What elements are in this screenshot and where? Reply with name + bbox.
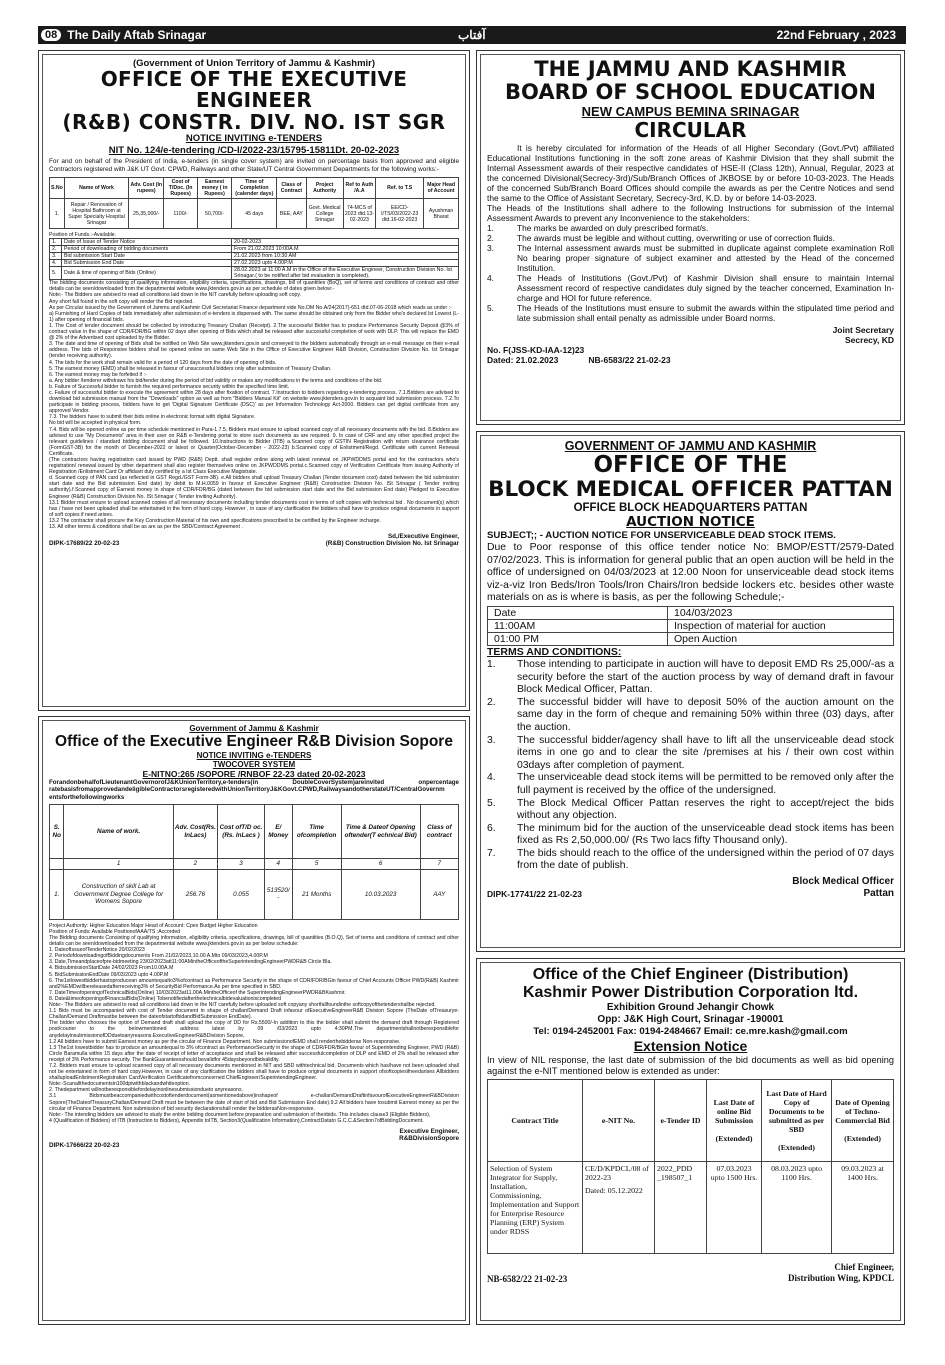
col-opening: Date of Opening of Techno-Commercial Bid (Extended) (832, 1080, 894, 1162)
auction-body: Due to Poor response of this office tender notice No: BMOP/ESTT/2579-Dated 07/02/2023. This is information for general public that an open auction will be held in the office of undersigned on 04/03/2023 at 12.00 Noon for unserviceable dead stock items viz-a-viz Iron Beds/Iron Tools/Iron Chairs/Iron bedside lockers etc. besides other waste materials on as is where is basis, as per the following Schedule;- (487, 542, 894, 604)
instruction-item (487, 273, 894, 303)
ad-rnb-division-sopore (38, 716, 470, 1325)
terms-paragraph: 7.3. The bidders have to submit their bids online in electronic format with digital Signature. (49, 414, 256, 421)
instruction-number: 5. (487, 303, 494, 313)
schedule-cell: 2. (50, 246, 62, 253)
auction-schedule-cell: Open Auction (668, 632, 894, 645)
schedule-cell: 27.02.2023 upto 4.00P.M (232, 260, 459, 267)
terms-paragraph: 3.1 Bidsmustbeaccompaniedwithcostoftenderdocument(asmentionedabove)inshapeof e-challan/DemandDraftinfavourofExecutiveEngineerR&BDivision Sopore(TheDateofTreasuryChallan/Demand Draft must be between the date of start of bid and Bid Submission End date).9.2 All bidders have tosubmit Earnest money as per the circular of Finance Department. Non submission of bid security declarationshall render the bidderasNon-responsive. (49, 1093, 459, 1112)
ad-kpdcl-extension (476, 958, 905, 1325)
terms-paragraph: No bid will be accepted in physical form. (49, 420, 142, 427)
ad-jkbose-circular (476, 50, 905, 425)
instruction-number: 2. (487, 233, 494, 243)
col-etender-id: e-Tender ID (655, 1080, 707, 1162)
terms-paragraph: b. Failure of Successful bidder to furnish the required performance security within the specified time limit. (49, 383, 290, 390)
signatory-1: Block Medical Officer (792, 876, 894, 888)
instruction-number: 4. (487, 273, 494, 283)
address-line-1: Exhibition Ground Jehangir Chowk (606, 1002, 775, 1013)
issue-date: 22nd February , 2023 (776, 28, 896, 42)
term-item (487, 735, 894, 773)
page-number: 08 (41, 29, 61, 41)
table-header-cell: Ref to Auth /A.A (343, 178, 375, 199)
table-number-cell (50, 859, 64, 870)
table-cell: Ayushman Bharat (424, 199, 459, 229)
term-number: 1. (487, 658, 496, 670)
instruction-item (487, 223, 894, 233)
project-authority: Project Authority: Higher Education Major Head of Account: Cpex Budget Higher Education (49, 922, 258, 929)
extension-body: In view of NIL response, the last date of submission of the bid documents as well as bid opening against the e-NIT mentioned below is extended as under: (487, 1055, 894, 1076)
newspaper-name: The Daily Aftab Srinagar (67, 28, 207, 42)
nit-number: NIT No. 124/e-tendering /CD-I/2022-23/15795-15811Dt. 20-02-2023 (108, 145, 400, 156)
cell-online-bid: 07.03.2023 upto 1500 Hrs. (707, 1162, 762, 1254)
terms-paragraph: 1.2 All bidders have to submit Earnest money as per the circular of Finance Department. Non submissionofEMD shall renderthebidderas Non-responsive. (49, 1038, 401, 1045)
col-hard-copy: Last Date of Hard Copy of Documents to be submitted as per SBD (Extended) (762, 1080, 832, 1162)
table-header-cell: S.No (50, 178, 65, 199)
funds-position: Position of Funds.:-Available. (49, 232, 117, 239)
instruction-text: The marks be awarded on duly prescribed format/s. (517, 223, 709, 233)
board-title-1: THE JAMMU AND KASHMIR (534, 57, 847, 81)
schedule-cell: From 21.02.2023 10:00A.M (232, 246, 459, 253)
cell-enit-no: CE/D/KPDCL/08 of 2022-23 Dated: 05.12.2022 (583, 1162, 655, 1254)
instruction-text: The Internal assessment awards must be submitted in duplicate against complete examination Roll No bearing proper signature of subject examiner and attested by the Head of the concerned Institution. (517, 243, 894, 273)
terms-paragraph: 1. DateofIssueofTenderNotice 20/02/2023 (49, 947, 145, 954)
cell-etender-id: 2022_PDD _198507_1 (655, 1162, 707, 1254)
gov-line: GOVERNMENT OF JAMMU AND KASHMIR (564, 439, 817, 453)
table-cell: Govt. Medical College Srinagar (306, 199, 343, 229)
instructions-list (487, 223, 894, 323)
reference-number: No. F(JSS-KD-IAA-12)23 (487, 345, 585, 355)
terms-paragraph: 4. The bids for the work shall remain valid for a period of 120 days from the date of opening of bids. (49, 359, 277, 366)
table-header-cell: Class of Contract (277, 178, 306, 199)
instruction-number: 3. (487, 243, 494, 253)
ad-rnb-constr-div-sgr (38, 50, 470, 711)
term-number: 6. (487, 822, 496, 834)
term-number: 4. (487, 772, 496, 784)
table-header-cell: Cost ofT/D oc.(Rs. InLacs ) (218, 805, 265, 859)
office-title-1: Office of the Chief Engineer (Distribution) (532, 966, 849, 983)
gov-line: (Government of Union Territory of Jammu & Kashmir) (132, 58, 376, 69)
campus-name: NEW CAMPUS BEMINA SRINAGAR (581, 104, 800, 119)
dipk-number: DIPK-17741/22 21-02-23 (487, 889, 582, 900)
contact-line: Tel: 0194-2452001 Fax: 0194-2484667 Email: ce.mre.kash@gmail.com (533, 1026, 848, 1037)
terms-paragraph: 13. All other terms & conditions shall be as are as per the SBD/Contract Agreement . (49, 524, 243, 531)
table-header-cell: Adv. Cost(Rs. InLacs) (173, 805, 217, 859)
terms-paragraph: 1.1 Bids must be accompanied with cost of Tender document in shape of challan/Demand Draft infavour ofExecutiveEngineerR&B Division Sopore (TheDate ofTreasurye-Challan/Demand Draftmustbe between the dateofstartofbidandBidSubmission EndDate). (49, 1008, 459, 1021)
table-header-cell: Name of work. (64, 805, 173, 859)
terms-paragraph: 3. The date and time of opening of Bids shall be notified on Web Site www.jktenders.gov.in and conveyed to the bidders automatically through an e-mail message on their e-mail address. The bids of Responsive bidders shall be opened online on same Web Site in the Office of Executive Engineer R&B Division, Construction Division No. Ist Srinagar (tender receiving authority). (49, 341, 459, 360)
subject-line: SUBJECT;; - AUCTION NOTICE FOR UNSERVICEABLE DEAD STOCK ITEMS. (487, 530, 836, 541)
terms-list (487, 659, 894, 873)
table-cell: 45 days (232, 199, 277, 229)
works-table (49, 177, 459, 229)
auction-schedule-cell: 11:00AM (488, 619, 668, 632)
terms-paragraph: 6. The earnest money may be forfeited if :- (49, 371, 147, 378)
nb-number: NB-6583/22 21-02-23 (588, 355, 671, 365)
terms-paragraph: 7. DateTimeofopeningofTechnicalBids(Online) 10/03/2023at11.00A.MintheOfficeof the SuperintendingEngineerPWDR&BKashmir. (49, 989, 346, 996)
schedule-cell: 5. (50, 267, 62, 280)
schedule-table (49, 238, 459, 280)
schedule-cell: Date of Issue of Tender Notice (62, 239, 232, 246)
term-number: 5. (487, 797, 496, 809)
terms-paragraph: Note:-Scanallthedocumentsin100dpiwithblackandwhiteoption. (49, 1081, 191, 1088)
term-number: 3. (487, 734, 496, 746)
table-cell: 256.76 (173, 869, 217, 919)
office-title-1: OFFICE OF THE (593, 452, 788, 478)
instruction-item (487, 303, 894, 323)
col-contract-title: Contract Title (488, 1080, 583, 1162)
circular-heading: CIRCULAR (634, 118, 747, 142)
terms-paragraph: 13.1 Bidder must ensure to upload scanned copies of all necessary documents including tender documents cost in terms of soft copies with technical bid . No document(s) which has / have not been uploaded shall be entertained in the form of hard copy. However , in case of any clarification the bidders shall have to produce original documents in support of soft copies if need arises. (49, 499, 459, 518)
auction-schedule-table (487, 606, 894, 646)
terms-body (49, 280, 459, 530)
table-cell: 25,35,000/- (129, 199, 164, 229)
terms-paragraph: 2. PeriodofdownloadingofBiddingdocuments From 21/02/2023,10.00 A.Mto 09/03/2023,4.00P.M (49, 953, 268, 960)
table-header-cell: E/ Money (264, 805, 292, 859)
nit-number: E-NITNO:265 /SOPORE /RNBOF 22-23 dated 20-02-2023 (142, 769, 366, 779)
table-cell: 0.055 (218, 869, 265, 919)
terms-paragraph: 1. The Cost of tender document should be collected by introducing Treasury Challan (Receipt). 2.The successful Bidder has to produce Performance Security Deposit @3% of contract value in the shape of CDR/FDR/BG within 02 days after opening of Bids which shall be released after successful completion of work with DLP. This will replace the EMD @ 2% of the Advertised cost uploaded by the Bidder. (49, 322, 459, 342)
col-enit-no: e-NIT No. (583, 1080, 655, 1162)
extension-table (487, 1079, 894, 1254)
terms-paragraph: 1.3 The1st lowestbidder has to produce an amountequal to 3% ofcontract as PerformanceSecurity in the shape of CDR/FDR/BGin favour of Superintending Engineer, PWD (R&B) Circle Baramulla within 15 days after the date of receipt of letter of acceptance and shall be released after successfulcompletion of DLP and EMD of 2% shall be released after receipt of 3% Performance security. The BankGuaranteesshould bevalidfor 45daysbeyondbidvalidity. (49, 1044, 459, 1063)
terms-paragraph: 7.2. Bidders must ensure to upload scanned copy of all necessary documents mentioned in NIT and SBD withtechnical bid. Documents which has/have not been uploaded shall not be entertained in form of hard copy.However, in case of any clarification the bidders shall have to produce original documents in support ofsoftcopiesifneedarises Allbidders shalluploadEnlistmentRegistration CardVerification Certificatefromconcerned ChiefEngineer/SuperintendingEngineer. (49, 1062, 459, 1082)
cover-system: TWOCOVER SYSTEM (212, 760, 296, 769)
term-number: 2. (487, 696, 496, 708)
terms-paragraph: 4. BidsubmissionStartDate 24/02/2023 From10.00A.M (49, 965, 174, 972)
term-text: The successful bidder/agency shall have to lift all the unserviceable dead stock items in one go and to clear the site /premises at his / their own cost within 03days after completion of payment. (517, 734, 894, 771)
headquarters-line: OFFICE BLOCK HEADQUARTERS PATTAN (573, 502, 808, 514)
schedule-cell: Bid submission Start Date (62, 253, 232, 260)
table-number-cell: 2 (173, 859, 217, 870)
table-header-cell: Adv. Cost (In rupees) (129, 178, 164, 199)
auction-schedule-row (488, 619, 894, 632)
cell-opening: 09.03.2023 at 1400 Hrs. (832, 1162, 894, 1254)
auction-schedule-cell: 01:00 PM (488, 632, 668, 645)
signatory-1: Chief Engineer, (834, 1262, 894, 1272)
signatory-1: Sd,/Executive Engineer, (387, 533, 459, 541)
term-text: The Block Medical Officer Pattan reserves the right to accept/reject the bids without any objection. (517, 797, 894, 822)
masthead (38, 26, 906, 44)
intro-text: For and on behalf of the President of India, e-tenders (in single cover system) are invited on percentage basis from approved and eligible Contractors registered with J&K UT Govt. CPWD, Railways and other State/UT Central Government Departments for the following works:- (49, 158, 459, 173)
term-item (487, 848, 894, 873)
term-text: The unserviceable dead stock items will be permitted to be removed only after the full payment is received by the office of the undersigned. (517, 772, 894, 796)
table-cell: Construction of skill Lab at Government Degree College for Womens Sopore (64, 869, 173, 919)
schedule-cell: 28.02.2023 at 11:00 A.M in the Office of the Executive Engineer, Construction Division No. Ist Srinagar.( to be notified after bid evaluation is completed). (232, 267, 459, 280)
terms-paragraph: Note:- The intending bidders are advised to study the entire bidding document before preparation and submission of theirbids. This includes clause3 (Eligible Bidders), (49, 1111, 431, 1118)
term-text: The successful bidder will have to deposit 50% of the auction amount on the same day in the form of cheque and remaining 50% within three (03) days, after the auction. (517, 696, 894, 733)
auction-schedule-row (488, 632, 894, 645)
newspaper-logo: آفتاب (458, 28, 486, 42)
term-item (487, 772, 894, 797)
cell-hard-copy: 08.03.2023 upto 1100 Hrs. (762, 1162, 832, 1254)
table-header-cell: Time of Completion (calender days) (232, 178, 277, 199)
table-number-cell: 1 (64, 859, 173, 870)
table-header-cell: Ref. to T.S (376, 178, 424, 199)
office-title-2: BLOCK MEDICAL OFFICER PATTAN (488, 477, 893, 502)
table-header-cell: Major Head of Account (424, 178, 459, 199)
schedule-cell: Bid Submission End Date (62, 260, 232, 267)
term-text: The bids should reach to the office of the undersigned within the period of 07 days from the date of publish. (517, 847, 895, 872)
table-number-cell: 4 (264, 859, 292, 870)
notice-heading: NOTICE INVITING e-TENDERS (196, 751, 312, 760)
gov-line: Government of Jammu & Kashmir (189, 724, 319, 733)
table-cell: Repair / Renovation of Hospital Bathroom at Super Specialty Hospital Srinagar (64, 199, 128, 229)
term-item (487, 659, 894, 697)
table-cell: 1100/- (164, 199, 198, 229)
table-cell: 1. (50, 199, 65, 229)
schedule-cell: Period of downloading of bidding documents (62, 246, 232, 253)
auction-notice-heading: AUCTION NOTICE (626, 514, 755, 530)
table-cell: 50,700/- (197, 199, 231, 229)
term-text: The minimum bid for the auction of the unserviceable dead stock items has been fixed as Rs 2,50,000.00/ (Rs Two lacs fifty Thousand only). (517, 822, 894, 847)
terms-paragraph: 13.2 The contractor shall procure the Key Construction Material of his own and specifications prescribed to be certified by the Engineer incharge. (49, 517, 381, 524)
terms-paragraph: 5. BidSubmissionEndDate 09/03/2023 upto 4.00P.M (49, 971, 169, 978)
terms-paragraph: (The contractors having registration card issued by PWD (R&B) Deptt. shall register online along with latest renewal on JKPWDDMS portal and for the contractors who's registration/ renewal issued by other department shall also register themselves online on JKPWDDMS portal.c.Scanned copy of Verification Certificate from issuing Authority of Registration /Enlistment Card Or affidavit duly certified by a Ist Class Executive Magistrate. (49, 457, 459, 476)
terms-paragraph: a. Any bidder /tenderer withdraws his bid/tender during the period of bid validity or makes any modifications in the terms and conditions of the bid. (49, 377, 383, 384)
terms-paragraph: a) Furnishing of Hard Copies of bids immediately after submission of e-tenders is dispensed with. The same should be obtained only from the Bidder who's declared lst Lowest (L-1) after opening of financial bids. (49, 310, 459, 323)
col-online-bid: Last Date of online Bid Submission (Extended) (707, 1080, 762, 1162)
table-header-cell: Earnest money ( in Rupees) (197, 178, 231, 199)
terms-paragraph: Note:- The Bidders are advised to read all conditions laid down in the NIT carefully before uploading soft copy. (49, 292, 302, 299)
term-number: 7. (487, 847, 496, 859)
office-title-2: (R&B) CONSTR. DIV. NO. IST SGR (62, 110, 446, 134)
schedule-row (50, 246, 459, 253)
schedule-row (50, 267, 459, 280)
schedule-row (50, 260, 459, 267)
terms-paragraph: 6. The1stlowestbidderhastoproducean amountequalto3%ofcontract as Performance Security in the shape of CDR/FDR/BGin favour of Chief Accounts Officer PWD(R&B) Kashmir and2%EMDwillbereleasedafterreceiving3% of SecurityBid Performance.As per time specified in SBD. (49, 977, 459, 990)
signatory-2: Pattan (863, 888, 894, 900)
auction-schedule-cell: Date (488, 606, 668, 619)
extension-notice-heading: Extension Notice (633, 1038, 748, 1054)
notice-heading: NOTICE INVITING e-TENDERS (185, 133, 323, 144)
address-line-2: Opp: J&K High Court, Srinagar -190001 (597, 1014, 784, 1025)
terms-paragraph: 7.4. Bids will be opened online as per time schedule mentioned in Para-1.7.5. Bidders must ensure to upload scanned copy of all necessary documents with the bid. 8.Bidders are advised to use "My Documents" area in their user on R&B e-Tendering portal to store such documents as are required. 9. In case of CRF and any other specified project the relevant guidelines / standard bidding document shall be followed. 10.Instructions to Bidder (ITB) a.Scanned copy of GSTIN Registration with return clearance certificate (FormGST-3B) for the month of December-2022 or latest or Quarter(October-December - 2022-23) b.Scanned copy of Enlistment/Regd. Certificate with current Renewal Certificate. (49, 426, 459, 457)
table-header-cell: Name of Work (64, 178, 128, 199)
schedule-cell: 3. (50, 253, 62, 260)
terms-paragraph: 3. Date,Timeandplaceofpre-bidmeeting 23/02/2023att11:00AMintheOfficeoftheSuperintendingEngineerPWDR&B Circle Bla. (49, 959, 332, 966)
terms-paragraph: 8. Date&timeofopeningofFinancialBids(Online) Tobenotifiedafterthetechnicalbidevaluationiscompleted (49, 995, 282, 1002)
table-number-cell: 6 (341, 859, 420, 870)
instruction-item (487, 243, 894, 273)
instruction-item (487, 233, 894, 243)
auction-schedule-cell: 104/03/2023 (668, 606, 894, 619)
schedule-cell: 20-02-2023 (232, 239, 459, 246)
table-cell: 21 Months (292, 869, 341, 919)
dipk-number: DIPK-17666/22 20-02-23 (49, 1141, 120, 1149)
terms-paragraph: The bidding documents consisting of qualifying information, eligibility criteria, specifications, drawings, bill of quantities (BoQ), set of terms and conditions of contract and other details can be seen/downloaded from the departmental website www.jktenders.gov.in as per schedule of dates given below:- (49, 280, 459, 293)
instruction-number: 1. (487, 223, 494, 233)
table-header-cell: Project Authority (306, 178, 343, 199)
circular-date: Dated: 21.02.2023 (487, 355, 559, 365)
table-cell: 513520/ - (264, 869, 292, 919)
cell-contract-title: Selection of System Integrator for Supply, Installation, Commissioning, Implementation and Support for Enterprise Resource Planning (ERP) System under RDSS (488, 1162, 583, 1254)
terms-paragraph: 2. Thedepartment willnotberesponsiblefordelayinonlinesubmissiondueto anyreasons. (49, 1087, 243, 1094)
signatory-2: Distribution Wing, KPDCL (788, 1273, 894, 1283)
terms-paragraph: As per Circular issued by the Government of Jammu and Kashmir Civil Secretariat Finance department vide No.OM No.A/24(2017)-651 dtd.07-06-2018 which reads as under :- (49, 304, 452, 311)
term-item (487, 798, 894, 823)
table-cell: 74-MCS of 2023 dtd.13-02-2023 (343, 199, 375, 229)
terms-paragraph: d. Scanned copy of PAN card (as reflected in GST Regd./GST Form-3B). e.All bidders shall upload Treasury Challan (Tender document cost) dated between the bid submission start date and the Bid submission End date) by debit to M.H.0059 in favour of Executive Engineer (R&B) Construction Division No. ISt Srinagar ( Tender inviting authority).f.Scanned copy of Earnest money in shape of CDR/FDR/BG (dated between the bid submission start date and the Bid submission End date) Pledged to Executive Engineer (R&B) Construction Division No. ISt Srinagar ( Tender Inviting Authority). (49, 475, 459, 500)
dipk-number: DIPK-17689/22 20-02-23 (49, 540, 120, 548)
term-text: Those intending to participate in auction will have to deposit EMD Rs 25,000/-as a security before the start of the auction process by way of demand draft in favour Block Medical Officer, Pattan. (517, 658, 894, 696)
table-header-cell: S. No (50, 805, 64, 859)
schedule-cell: 1. (50, 239, 62, 246)
table-number-cell: 7 (420, 859, 458, 870)
table-header-cell: Class of contract (420, 805, 458, 859)
table-header-cell: Time & Dateof Opening oftender(T echnical Bid) (341, 805, 420, 859)
instructions-lead: The Heads of the Institutions shall adhere to the following Instructions for submission of the Internal Assessment Awards to prevent any Inconvenience to the stakeholders: (487, 203, 894, 223)
table-cell: 1. (50, 869, 64, 919)
terms-paragraph: Note:- The Bidders are advised to read all conditions laid down in the NIT carefully before uploaded soft copyany shortfallfoundinthe softcopyofthetendershallbe rejected. (49, 1002, 436, 1009)
instruction-text: The awards must be legible and without cutting, overwriting or use of correction fluids. (517, 233, 835, 243)
terms-paragraph: c. Failure of successful bidder to execute the agreement within 28 days after fixation of contract. 7.Instruction to bidders regarding e-tendering process. 7.1.Bidders are advised to download bid submission manual from the "Downloads" option as well as from "Bidders Manual Kit" on website www.jktenders.gov.in to acquaint bid submission process. 7.2.To participate in bidding process, bidders have to get 'Digital Signature Certificate (DSC)' as per Information Technology Act-2000. Bidders can get digital certificate from any approved Vendor. (49, 389, 459, 415)
terms-paragraph: 4 (Qualification of Bidders) of ITB (Instruction to Bidders), Appendix toITB, Section3(Qualification Information),ContractDatato G.C.C.&Section7ofBiddingDocument. (49, 1117, 424, 1124)
table-header-cell: Cost of T/Doc. (In Rupees) (164, 178, 198, 199)
signatory-2: (R&B) Construction Division No. Ist Srinagar (325, 540, 459, 548)
auction-schedule-cell: Inspection of material for auction (668, 619, 894, 632)
term-item (487, 697, 894, 735)
board-title-2: BOARD OF SCHOOL EDUCATION (505, 80, 876, 104)
schedule-cell: Date & time of opening of Bids (Online) (62, 267, 232, 280)
terms-body (49, 935, 459, 1124)
signatory-1: Joint Secretary (832, 325, 894, 335)
table-number-cell: 3 (218, 859, 265, 870)
office-title-1: OFFICE OF THE EXECUTIVE ENGINEER (100, 67, 408, 112)
terms-paragraph: Any short fall found in the soft copy will render the Bid rejected. (49, 298, 194, 305)
signatory-2: Secrecy, KD (845, 335, 894, 345)
signatory-1: Executive Engineer, (399, 1127, 459, 1135)
funds-position: Position of Funds: Available PositionofAAA/TS :Accorded (49, 928, 181, 935)
terms-paragraph: The bidder who chooses the option of Demand draft shall upload the copy of DD for Rs.5500/-In addition to this the bidder shall submit the demand draft through Registered post/courier to the belowmentioned address latest by 09 /03/2023 upto 4:30PM.The departmentshallnotberesponsiblefor anydelayinsubmissionofDDduetoanyreasons.ExecutiveEngineerR&BDivision Sopore, (49, 1020, 459, 1039)
terms-paragraph: The Bidding documents Consisting of qualifying information, eligibility criteria, specifications, drawings, bill of quantities (B.O.Q), Set of terms and conditions of contract and other details can be seen/downloaded from the departmental website www.jktenders.gov.in as per below schedule: (49, 935, 459, 948)
ad-bmo-pattan-auction (476, 431, 905, 952)
office-title: Office of the Executive Engineer R&B Division Sopore (55, 733, 453, 750)
table-cell: AAY (420, 869, 458, 919)
schedule-row (50, 253, 459, 260)
terms-paragraph: 5. The earnest money (EMD) shall be released in favour of unsuccessful bidders only after submission of Treasury Challan. (49, 365, 332, 372)
circular-body: It is hereby circulated for information of the Heads of all Higher Secondary (Govt./Pvt) affiliated Educational Institutions functioning in the soft zone areas of Kashmir Division that they shall submit the Internal Assessment awards of their respective candidates of HSE-II (Class 12th), Annual, Regular, 2023 at the concerned Divisional(Secrecy-3rd)/Sub/Branch Offices of JKBOSE by or before 10-03-2023. The Heads of the concerned Sub/Branch Board Offices should compile the awards as per the Centre Notices and send the same to the Office of Assistant Secretary, Secrecy-3rd, K.D. by or before 14-03-2023. (487, 143, 894, 203)
schedule-row (50, 239, 459, 246)
table-cell: 10.03.2023 (341, 869, 420, 919)
terms-heading: TERMS AND CONDITIONS: (487, 645, 622, 658)
intro-text: ForandonbehalfofLieutenantGovernorofJ&KUnionTerritory,e-tenders(in DoubleCoverSystem)areinvited onpercentage ratebasisfromapprovedandeligibleContractorsregisteredwithUnionTerritoryJ&KGovt.CPWD,RailwaysandotherstateUT/CentralGovernm entsforthefollowingworks (49, 779, 459, 801)
signatory-2: R&BDivisionSopore (399, 1134, 459, 1142)
table-cell: EE/CD-I/TS/03/2022-23 dtd.16-02-2023 (376, 199, 424, 229)
works-table (49, 804, 459, 920)
instruction-text: The Heads of the Institutions must ensure to submit the awards within the stipulated time period and late submission shall entail penalty as admissible under Board norms. (517, 303, 894, 323)
schedule-cell: 4. (50, 260, 62, 267)
office-title-2: Kashmir Power Distribution Corporation ltd. (522, 984, 859, 1001)
table-cell: BEE, AAY (277, 199, 306, 229)
schedule-cell: 21.02.2023 from 10:30 AM (232, 253, 459, 260)
table-number-cell: 5 (292, 859, 341, 870)
instruction-text: The Heads of Institutions (Govt./Pvt) of Kashmir Division shall ensure to maintain Internal Assessment record of respective candidates duly signed by the teacher concerned, Examination In-charge and HOI for future reference. (517, 273, 894, 303)
table-header-cell: Time ofcompletion (292, 805, 341, 859)
auction-schedule-row (488, 606, 894, 619)
nb-number: NB-6582/22 21-02-23 (487, 1274, 568, 1284)
term-item (487, 823, 894, 848)
